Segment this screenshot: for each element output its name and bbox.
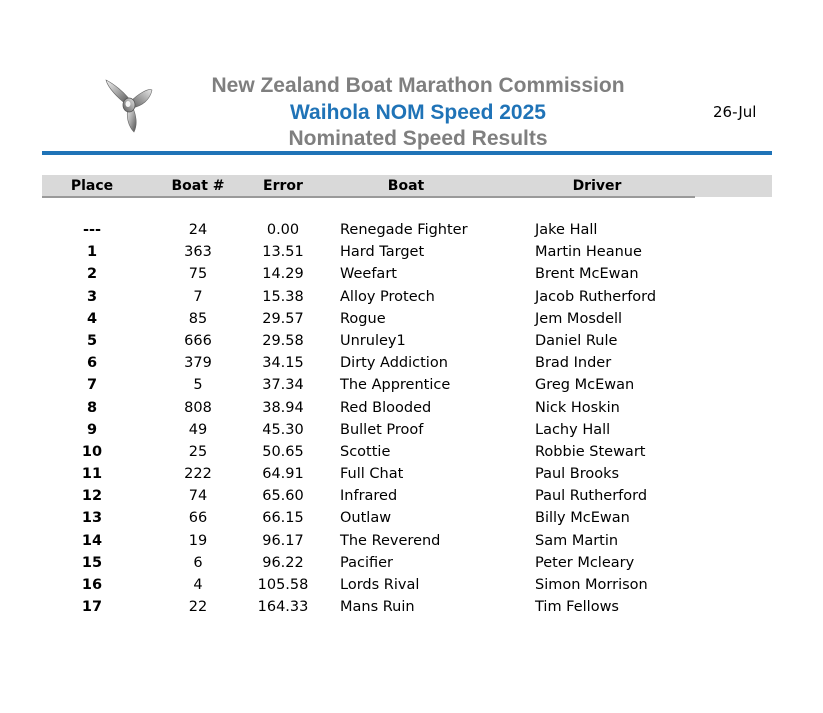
column-header-error: Error [263,178,303,194]
boat-number-cell: 379 [184,355,212,372]
boat-number-cell: 75 [188,266,208,283]
place-cell: 3 [86,288,98,305]
driver-cell: Daniel Rule [535,332,618,349]
header-divider [42,151,772,155]
boat-number-cell: 5 [193,377,203,394]
boat-name-cell: The Reverend [340,532,441,549]
boat-number-cell: 22 [188,599,208,616]
boat-name-cell: Hard Target [340,244,425,261]
place-cell: 1 [86,244,98,261]
table-row [0,552,823,574]
table-row [0,441,823,463]
column-header-place: Place [70,178,114,194]
place-cell: 6 [86,355,98,372]
boat-name-cell: Unruley1 [340,332,406,349]
error-cell: 38.94 [262,399,304,416]
error-cell: 45.30 [262,421,304,438]
place-cell: 7 [86,377,98,394]
driver-cell: Peter Mcleary [535,554,635,571]
driver-cell: Jake Hall [535,222,598,238]
boat-name-cell: Bullet Proof [340,421,424,438]
event-title: Waihola NOM Speed 2025 [290,101,546,124]
driver-cell: Brent McEwan [535,266,639,283]
results-subtitle: Nominated Speed Results [288,127,548,150]
boat-name-cell: Outlaw [340,510,392,527]
table-row [0,463,823,485]
driver-cell: Simon Morrison [535,577,648,593]
place-cell: 15 [81,554,103,571]
place-cell: 8 [86,399,98,416]
column-header-driver: Driver [572,178,622,194]
boat-number-cell: 66 [188,510,208,527]
boat-name-cell: The Apprentice [340,377,451,394]
table-row [0,507,823,529]
boat-name-cell: Rogue [340,310,386,327]
place-cell: 17 [81,599,103,616]
place-cell: 11 [81,466,103,483]
table-row [0,397,823,419]
boat-name-cell: Red Blooded [340,399,432,416]
boat-number-cell: 4 [193,577,203,593]
error-cell: 29.58 [262,332,304,349]
event-date: 26-Jul [713,103,757,121]
driver-cell: Martin Heanue [535,244,642,261]
table-header-underline [42,196,695,198]
error-cell: 96.17 [262,532,304,549]
driver-cell: Brad Inder [535,355,612,372]
driver-cell: Tim Fellows [535,599,619,616]
place-cell: 13 [81,510,103,527]
table-row [0,374,823,396]
boat-number-cell: 49 [188,421,208,438]
error-cell: 37.34 [262,377,304,394]
place-cell: 10 [81,443,103,460]
place-cell: --- [82,222,102,238]
error-cell: 15.38 [262,288,304,305]
table-row [0,330,823,352]
error-cell: 65.60 [262,488,304,505]
boat-number-cell: 19 [188,532,208,549]
error-cell: 13.51 [262,244,304,261]
error-cell: 34.15 [262,355,304,372]
boat-number-cell: 666 [184,332,212,349]
place-cell: 9 [86,421,98,438]
boat-number-cell: 74 [188,488,208,505]
organization-title: New Zealand Boat Marathon Commission [211,74,625,97]
driver-cell: Greg McEwan [535,377,635,394]
error-cell: 105.58 [257,577,309,593]
error-cell: 29.57 [262,310,304,327]
boat-number-cell: 85 [188,310,208,327]
boat-number-cell: 808 [184,399,212,416]
table-row [0,219,823,241]
boat-name-cell: Lords Rival [340,577,420,593]
column-header-boat-number: Boat # [171,178,225,194]
boat-name-cell: Weefart [340,266,397,283]
boat-name-cell: Dirty Addiction [340,355,448,372]
boat-number-cell: 6 [193,554,203,571]
table-row [0,485,823,507]
table-row [0,308,823,330]
table-row [0,263,823,285]
column-header-boat: Boat [387,178,425,194]
table-row [0,596,823,618]
driver-cell: Robbie Stewart [535,443,646,460]
table-row [0,286,823,308]
boat-number-cell: 7 [193,288,203,305]
table-row [0,530,823,552]
driver-cell: Jem Mosdell [535,310,623,327]
error-cell: 14.29 [262,266,304,283]
error-cell: 0.00 [266,222,300,238]
driver-cell: Paul Brooks [535,466,620,483]
error-cell: 50.65 [262,443,304,460]
table-row [0,352,823,374]
driver-cell: Nick Hoskin [535,399,620,416]
place-cell: 12 [81,488,103,505]
driver-cell: Lachy Hall [535,421,611,438]
boat-name-cell: Infrared [340,488,398,505]
boat-number-cell: 24 [188,222,208,238]
error-cell: 64.91 [262,466,304,483]
boat-name-cell: Alloy Protech [340,288,435,305]
boat-name-cell: Mans Ruin [340,599,415,616]
boat-number-cell: 25 [188,443,208,460]
place-cell: 14 [81,532,103,549]
table-row [0,419,823,441]
error-cell: 164.33 [257,599,309,616]
driver-cell: Jacob Rutherford [535,288,657,305]
boat-name-cell: Scottie [340,443,391,460]
place-cell: 5 [86,332,98,349]
place-cell: 2 [86,266,98,283]
table-row [0,241,823,263]
boat-name-cell: Renegade Fighter [340,222,468,238]
error-cell: 66.15 [262,510,304,527]
table-row [0,574,823,596]
driver-cell: Sam Martin [535,532,619,549]
place-cell: 16 [81,577,103,593]
boat-number-cell: 363 [184,244,212,261]
boat-name-cell: Pacifier [340,554,393,571]
place-cell: 4 [86,310,98,327]
driver-cell: Billy McEwan [535,510,630,527]
boat-number-cell: 222 [184,466,212,483]
error-cell: 96.22 [262,554,304,571]
driver-cell: Paul Rutherford [535,488,648,505]
results-table [0,219,823,618]
boat-name-cell: Full Chat [340,466,404,483]
